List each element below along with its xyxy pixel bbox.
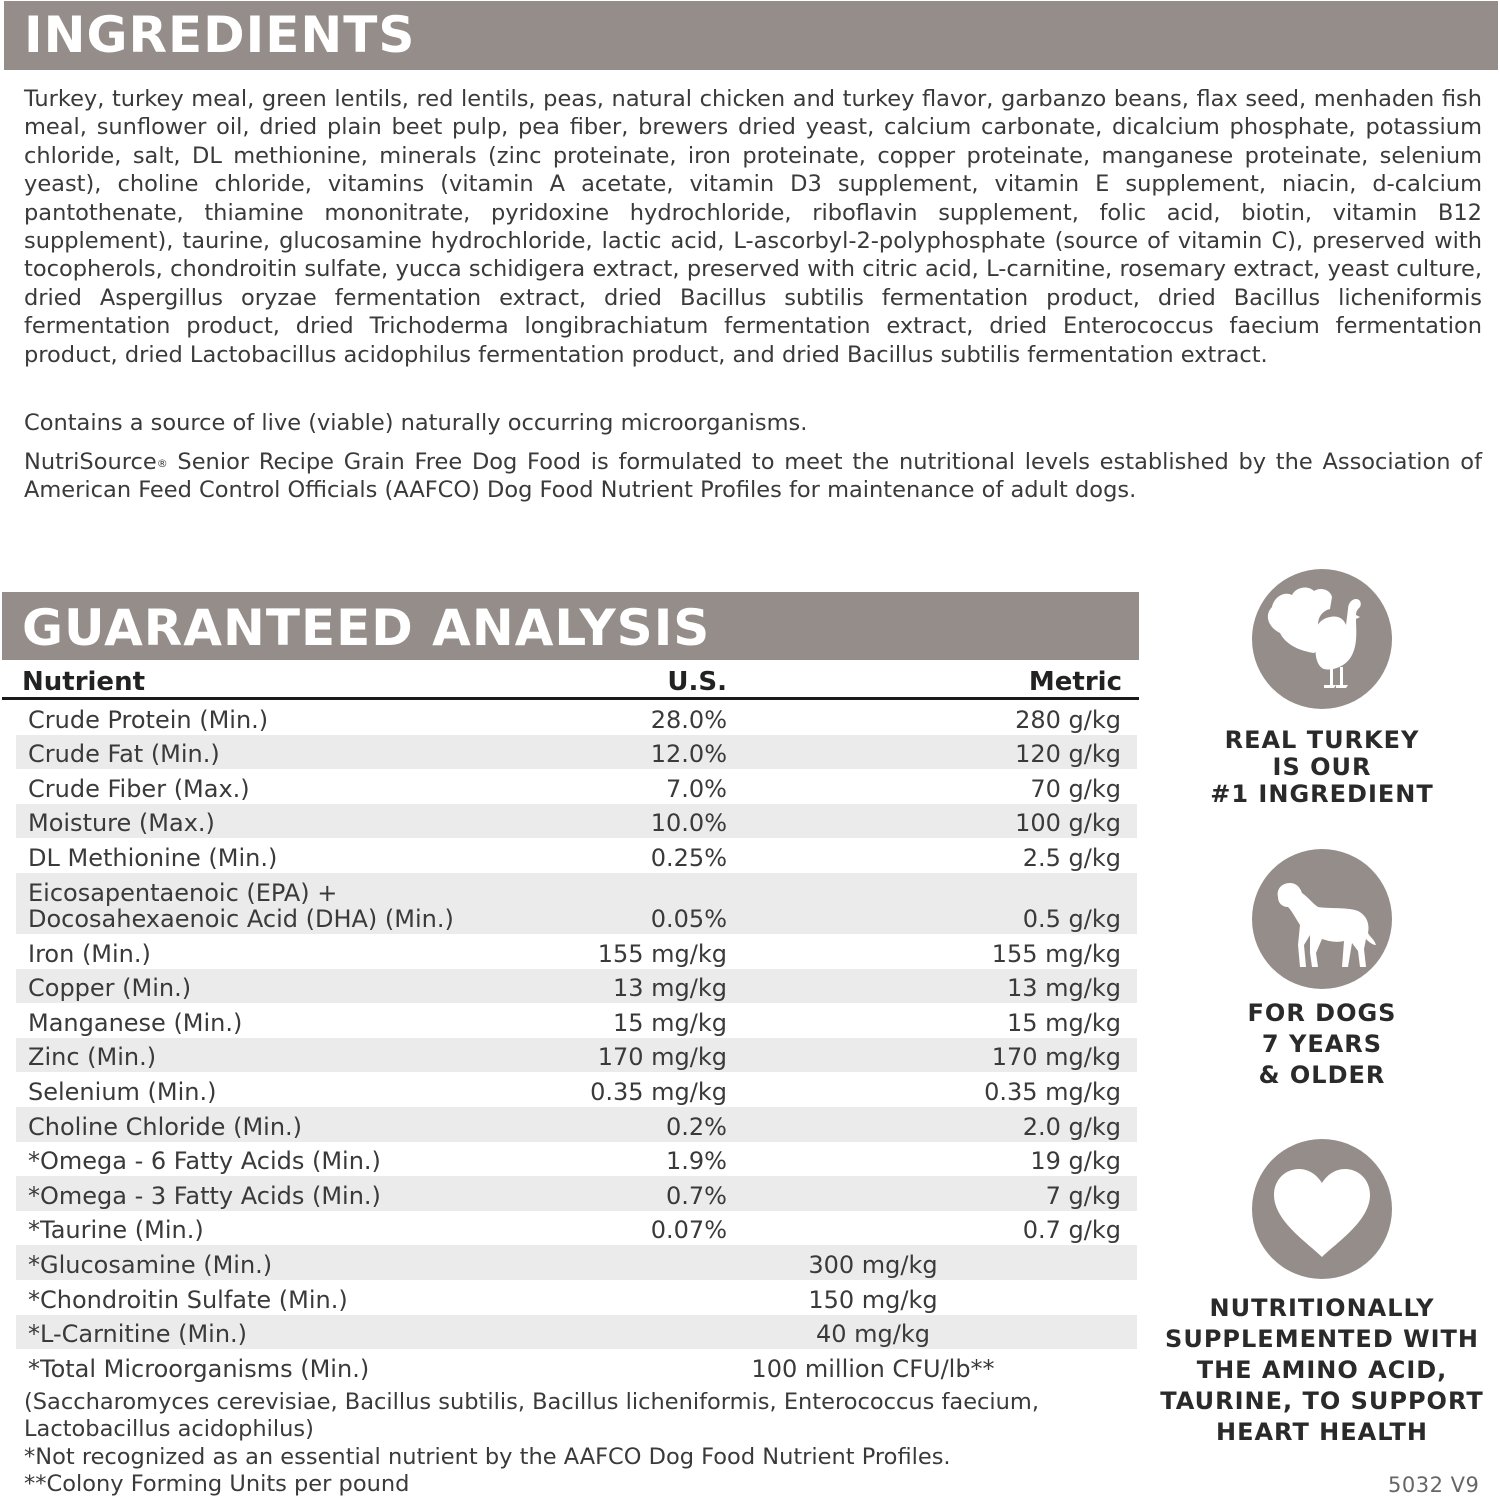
ingredients-title: INGREDIENTS xyxy=(4,1,1498,70)
table-row xyxy=(16,700,1137,735)
us-value: 15 mg/kg xyxy=(613,1008,727,1037)
us-value: 0.07% xyxy=(650,1216,727,1245)
combined-value: 100 million CFU/lb** xyxy=(751,1354,995,1383)
badge-line: SUPPLEMENTED WITH xyxy=(1165,1325,1479,1353)
table-row xyxy=(16,838,1137,873)
combined-value: 40 mg/kg xyxy=(816,1320,930,1349)
nutrient-name: Choline Chloride (Min.) xyxy=(28,1112,303,1141)
dog-badge-label xyxy=(1150,998,1494,1091)
heart-icon xyxy=(1252,1139,1392,1279)
us-value: 12.0% xyxy=(650,740,727,769)
table-row xyxy=(16,1315,1137,1350)
nutrient-name: Crude Fat (Min.) xyxy=(28,740,220,769)
us-value: 0.2% xyxy=(666,1112,727,1141)
table-row xyxy=(16,1245,1137,1280)
metric-value: 0.35 mg/kg xyxy=(984,1077,1121,1106)
combined-value: 150 mg/kg xyxy=(808,1285,938,1314)
analysis-title: GUARANTEED ANALYSIS xyxy=(2,592,1139,660)
turkey-badge xyxy=(1252,569,1392,709)
table-row xyxy=(16,1211,1137,1246)
product-code: 5032 V9 xyxy=(1388,1473,1480,1497)
us-value: 28.0% xyxy=(650,705,727,734)
metric-value: 2.5 g/kg xyxy=(1022,843,1121,872)
nutrient-name: Crude Protein (Min.) xyxy=(28,705,269,734)
metric-value: 155 mg/kg xyxy=(991,939,1121,968)
us-value: 0.35 mg/kg xyxy=(590,1077,727,1106)
nutrient-name: *Omega - 6 Fatty Acids (Min.) xyxy=(28,1147,381,1176)
heart-badge-label xyxy=(1150,1293,1494,1448)
table-row xyxy=(16,769,1137,804)
table-row xyxy=(16,1038,1137,1073)
metric-value: 19 g/kg xyxy=(1030,1147,1121,1176)
aafco-statement-text: Senior Recipe Grain Free Dog Food is formulated to meet the nutritional levels established by the Association of American Feed Control Officials (AAFCO) Dog Food Nutrient Profiles for maintenance of adult dogs. xyxy=(24,449,1482,504)
table-row xyxy=(16,1142,1137,1177)
nutrient-name: Manganese (Min.) xyxy=(28,1008,243,1037)
combined-value: 300 mg/kg xyxy=(808,1250,938,1279)
metric-value: 2.0 g/kg xyxy=(1022,1112,1121,1141)
ingredients-list: Turkey, turkey meal, green lentils, red lentils, peas, natural chicken and turkey flavor, garbanzo beans, flax seed, menhaden fish meal, sunflower oil, dried plain beet pulp, pea fiber, brewers dried yeast, calcium carbonate, dicalcium phosphate, potassium chloride, salt, DL methionine, minerals (zinc proteinate, iron proteinate, copper proteinate, manganese proteinate, selenium yeast), choline chloride, vitamins (vitamin A acetate, vitamin D3 supplement, vitamin E supplement, niacin, d-calcium pantothenate, thiamine mononitrate, pyridoxine hydrochloride, riboflavin supplement, folic acid, biotin, vitamin B12 supplement), taurine, glucosamine hydrochloride, lactic acid, L-ascorbyl-2-polyphosphate (source of vitamin C), preserved with tocopherols, chondroitin sulfate, yucca schidigera extract, preserved with citric acid, L-carnitine, rosemary extract, yeast culture, dried Aspergillus oryzae fermentation extract, dried Bacillus subtilis fermentation product, dried Bacillus licheniformis fermentation product, dried Trichoderma longibrachiatum fermentation extract, dried Enterococcus faecium fermentation product, dried Lactobacillus acidophilus fermentation product, and dried Bacillus subtilis fermentation extract. xyxy=(24,86,1482,368)
table-row xyxy=(16,873,1137,934)
live-microorganisms-note: Contains a source of live (viable) naturally occurring microorganisms. xyxy=(24,410,808,436)
nutrient-name: *L-Carnitine (Min.) xyxy=(28,1320,248,1349)
us-value: 0.7% xyxy=(666,1181,727,1210)
nutrient-name: *Taurine (Min.) xyxy=(28,1216,204,1245)
badge-line: IS OUR xyxy=(1272,753,1372,781)
badge-line: REAL TURKEY xyxy=(1224,726,1420,754)
nutrient-name: Iron (Min.) xyxy=(28,939,151,968)
badge-line: NUTRITIONALLY xyxy=(1209,1294,1435,1322)
aafco-statement xyxy=(24,448,1482,505)
badge-line: TAURINE, TO SUPPORT xyxy=(1160,1387,1484,1415)
metric-value: 280 g/kg xyxy=(1015,705,1121,734)
badge-line: & OLDER xyxy=(1258,1061,1386,1089)
nutrient-name: Copper (Min.) xyxy=(28,974,192,1003)
header-us: U.S. xyxy=(667,667,727,697)
header-nutrient: Nutrient xyxy=(22,667,146,697)
nutrient-name: *Chondroitin Sulfate (Min.) xyxy=(28,1285,348,1314)
table-row xyxy=(16,969,1137,1004)
table-row xyxy=(16,1349,1137,1384)
dog-badge xyxy=(1252,849,1392,989)
turkey-icon xyxy=(1252,569,1392,709)
badge-line: FOR DOGS xyxy=(1247,999,1397,1027)
metric-value: 0.7 g/kg xyxy=(1022,1216,1121,1245)
nutrient-name: Zinc (Min.) xyxy=(28,1043,157,1072)
table-row xyxy=(16,1176,1137,1211)
nutrient-name-line: Docosahexaenoic Acid (DHA) (Min.) xyxy=(28,904,454,933)
badge-line: HEART HEALTH xyxy=(1215,1418,1428,1446)
metric-value: 15 mg/kg xyxy=(1007,1008,1121,1037)
turkey-badge-label xyxy=(1150,727,1494,808)
nutrient-name: Moisture (Max.) xyxy=(28,809,215,838)
metric-value: 70 g/kg xyxy=(1030,774,1121,803)
heart-badge xyxy=(1252,1139,1392,1279)
metric-value: 0.5 g/kg xyxy=(1022,904,1121,933)
us-value: 170 mg/kg xyxy=(597,1043,727,1072)
table-row xyxy=(16,1107,1137,1142)
us-value: 0.25% xyxy=(650,843,727,872)
metric-value: 100 g/kg xyxy=(1015,809,1121,838)
nutrient-name: Selenium (Min.) xyxy=(28,1077,217,1106)
badge-line: 7 YEARS xyxy=(1261,1030,1383,1058)
header-metric: Metric xyxy=(1028,667,1122,697)
brand-name: NutriSource xyxy=(24,449,157,475)
us-value: 155 mg/kg xyxy=(597,939,727,968)
metric-value: 7 g/kg xyxy=(1045,1181,1121,1210)
table-row xyxy=(16,804,1137,839)
analysis-table-header xyxy=(2,665,1139,700)
us-value: 10.0% xyxy=(650,809,727,838)
us-value: 1.9% xyxy=(666,1147,727,1176)
us-value: 7.0% xyxy=(666,774,727,803)
table-row xyxy=(16,1072,1137,1107)
nutrient-name xyxy=(28,880,454,932)
badge-line: #1 INGREDIENT xyxy=(1210,780,1434,808)
registered-mark: ® xyxy=(156,457,168,470)
footnote-cfu: **Colony Forming Units per pound xyxy=(24,1471,410,1497)
table-row xyxy=(16,1280,1137,1315)
nutrient-name: *Omega - 3 Fatty Acids (Min.) xyxy=(28,1181,381,1210)
metric-value: 13 mg/kg xyxy=(1007,974,1121,1003)
us-value: 13 mg/kg xyxy=(613,974,727,1003)
nutrient-name: Crude Fiber (Max.) xyxy=(28,774,250,803)
badge-line: THE AMINO ACID, xyxy=(1196,1356,1448,1384)
us-value: 0.05% xyxy=(650,904,727,933)
analysis-table-body xyxy=(16,700,1137,1384)
metric-value: 170 mg/kg xyxy=(991,1043,1121,1072)
nutrient-name: DL Methionine (Min.) xyxy=(28,843,278,872)
footnote-aafco: *Not recognized as an essential nutrient by the AAFCO Dog Food Nutrient Profiles. xyxy=(24,1444,951,1470)
metric-value: 120 g/kg xyxy=(1015,740,1121,769)
footnote-strains: (Saccharomyces cerevisiae, Bacillus subtilis, Bacillus licheniformis, Enterococcus faecium, Lactobacillus acidophilus) xyxy=(24,1389,1040,1442)
nutrient-name-line: Eicosapentaenoic (EPA) + xyxy=(28,878,338,907)
nutrient-name: *Total Microorganisms (Min.) xyxy=(28,1354,370,1383)
table-row xyxy=(16,934,1137,969)
table-row xyxy=(16,1003,1137,1038)
nutrient-name: *Glucosamine (Min.) xyxy=(28,1250,273,1279)
dog-icon xyxy=(1252,849,1392,989)
table-row xyxy=(16,735,1137,770)
